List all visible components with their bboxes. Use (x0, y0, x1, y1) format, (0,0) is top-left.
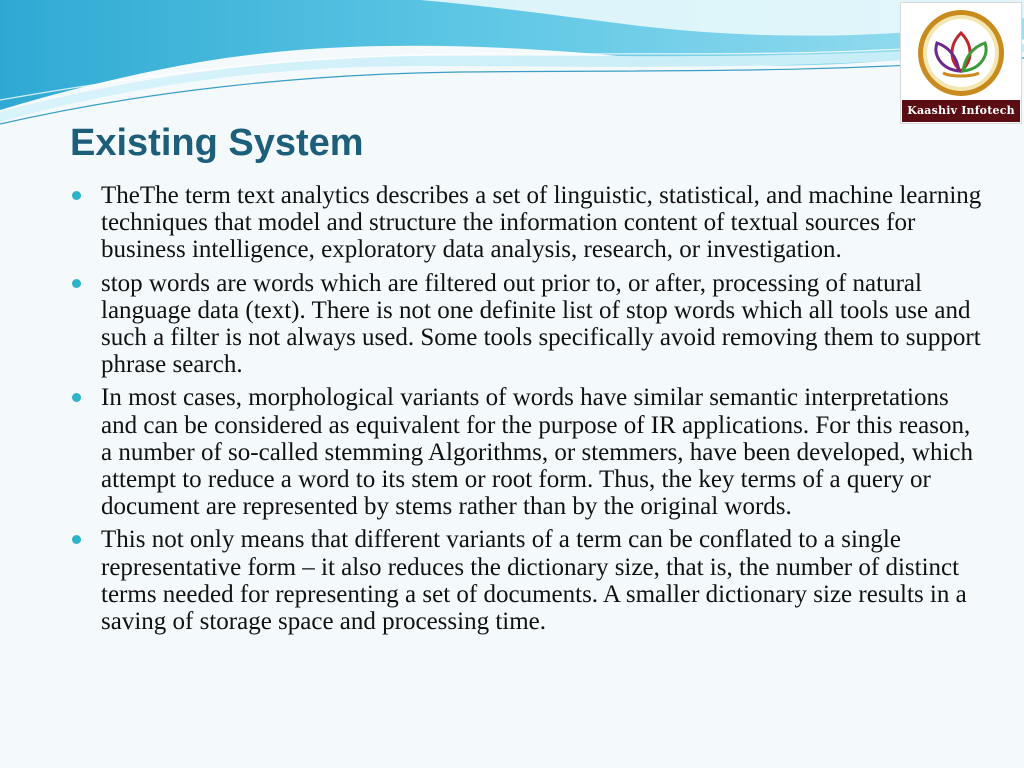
header-wave-decoration (0, 0, 1024, 130)
bullet-item (70, 270, 985, 379)
bullet-text: TheThe term text analytics describes a set of linguistic, statistical, and machine learning techniques that model and structure the information content of textual sources for business intelligence, exploratory data analysis, research, or investigation. (101, 182, 982, 264)
bullet-item (70, 526, 985, 635)
slide-title: Existing System (70, 122, 364, 164)
bullet-list (70, 182, 985, 641)
bullet-dot-icon (72, 535, 81, 544)
bullet-text: In most cases, morphological variants of words have similar semantic interpretations and can be considered as equivalent for the purpose of IR applications. For this reason, a number of so-called stemming Algorithms, or stemmers, have been developed, which attempt to reduce a word to its stem or root form. Thus, the key terms of a query or document are represented by stems rather than by the original words. (101, 384, 973, 521)
kaashiv-lotus-logo-icon (900, 2, 1022, 124)
logo-caption: Kaashiv Infotech (902, 100, 1020, 122)
bullet-dot-icon (72, 191, 81, 200)
logo-emblem (901, 3, 1021, 101)
bullet-dot-icon (72, 279, 81, 288)
bullet-dot-icon (72, 393, 81, 402)
bullet-item (70, 182, 985, 264)
bullet-text: stop words are words which are filtered out prior to, or after, processing of natural language data (text). There is not one definite list of stop words which all tools use and such a filter is not always used. Some tools specifically avoid removing them to support phrase search. (101, 269, 981, 379)
bullet-text: This not only means that different variants of a term can be conflated to a single representative form – it also reduces the dictionary size, that is, the number of distinct terms needed for representing a set of documents. A smaller dictionary size results in a saving of storage space and processing time. (101, 526, 967, 636)
bullet-item (70, 384, 985, 520)
